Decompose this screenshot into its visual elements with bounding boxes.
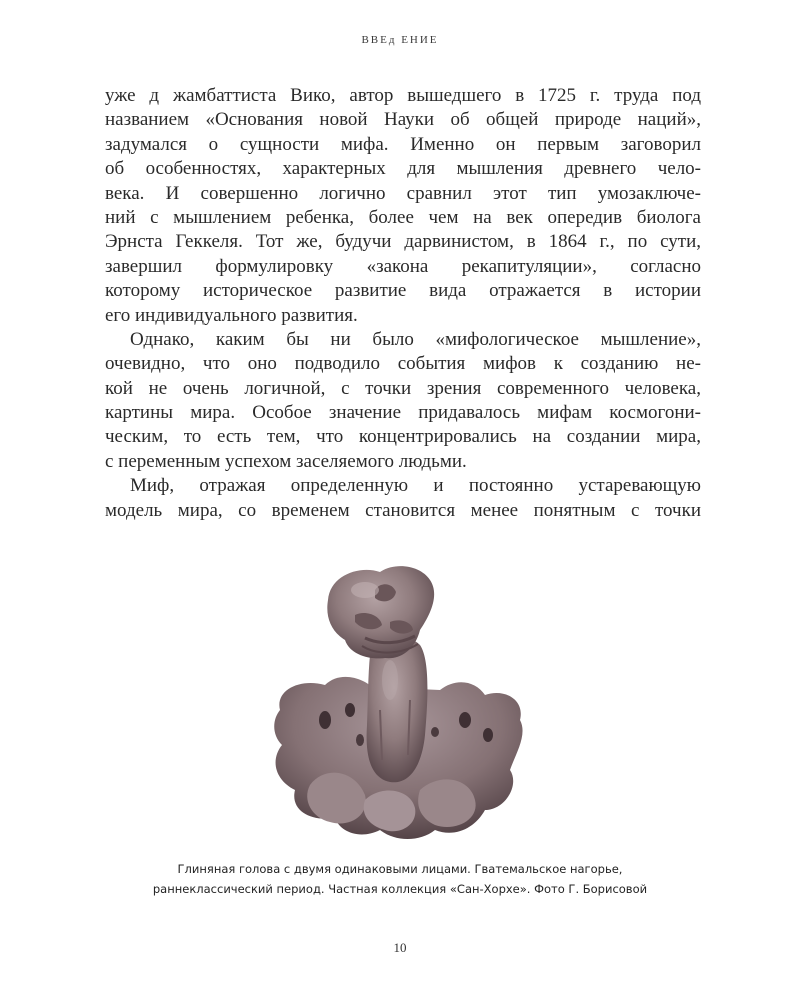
text-line: ческим, то есть тем, что концентрировались на создании мира, xyxy=(105,426,701,448)
text-line: Миф, отражая определенную и постоянно устаревающую xyxy=(130,475,701,497)
figure-caption xyxy=(0,859,800,899)
caption-line: Глиняная голова с двумя одинаковыми лицами. Гватемальское нагорье, xyxy=(177,862,623,876)
text-line: которому историческое развитие вида отражается в истории xyxy=(105,280,701,302)
text-line: его индивидуального развития. xyxy=(105,304,358,326)
text-line: Эрнста Геккеля. Тот же, будучи дарвинистом, в 1864 г., по сути, xyxy=(105,231,701,253)
text-line: очевидно, что оно подводило события мифов к созданию не- xyxy=(105,353,701,375)
running-head: ВВЕд ЕНИЕ xyxy=(361,34,439,46)
text-line: названием «Основания новой Науки об общей природе наций», xyxy=(105,109,701,131)
text-line: модель мира, со временем становится менее понятным с точки xyxy=(105,499,701,521)
text-line: века. И совершенно логично сравнил этот тип умозаключе- xyxy=(105,182,701,204)
text-line: Однако, каким бы ни было «мифологическое мышление», xyxy=(130,328,701,350)
text-line: ний с мышлением ребенка, более чем на век опередив биолога xyxy=(105,206,701,228)
text-line: кой не очень логичной, с точки зрения современного человека, xyxy=(105,377,701,399)
body-text xyxy=(105,84,701,523)
text-line: об особенностях, характерных для мышления древнего чело- xyxy=(105,158,701,180)
text-line: уже д жамбаттиста Вико, автор вышедшего в 1725 г. труда под xyxy=(105,85,701,106)
clay-head-photo xyxy=(270,560,530,845)
text-line: с переменным успехом заселяемого людьми. xyxy=(105,450,467,472)
text-line: задумался о сущности мифа. Именно он первым заговорил xyxy=(105,133,701,155)
page-number: 10 xyxy=(393,940,407,955)
caption-line: раннеклассический период. Частная коллекция «Сан-Хорхе». Фото Г. Борисовой xyxy=(152,882,648,896)
text-line: картины мира. Особое значение придавалось мифам космогони- xyxy=(105,402,701,424)
text-line: завершил формулировку «закона рекапитуляции», согласно xyxy=(105,255,701,277)
